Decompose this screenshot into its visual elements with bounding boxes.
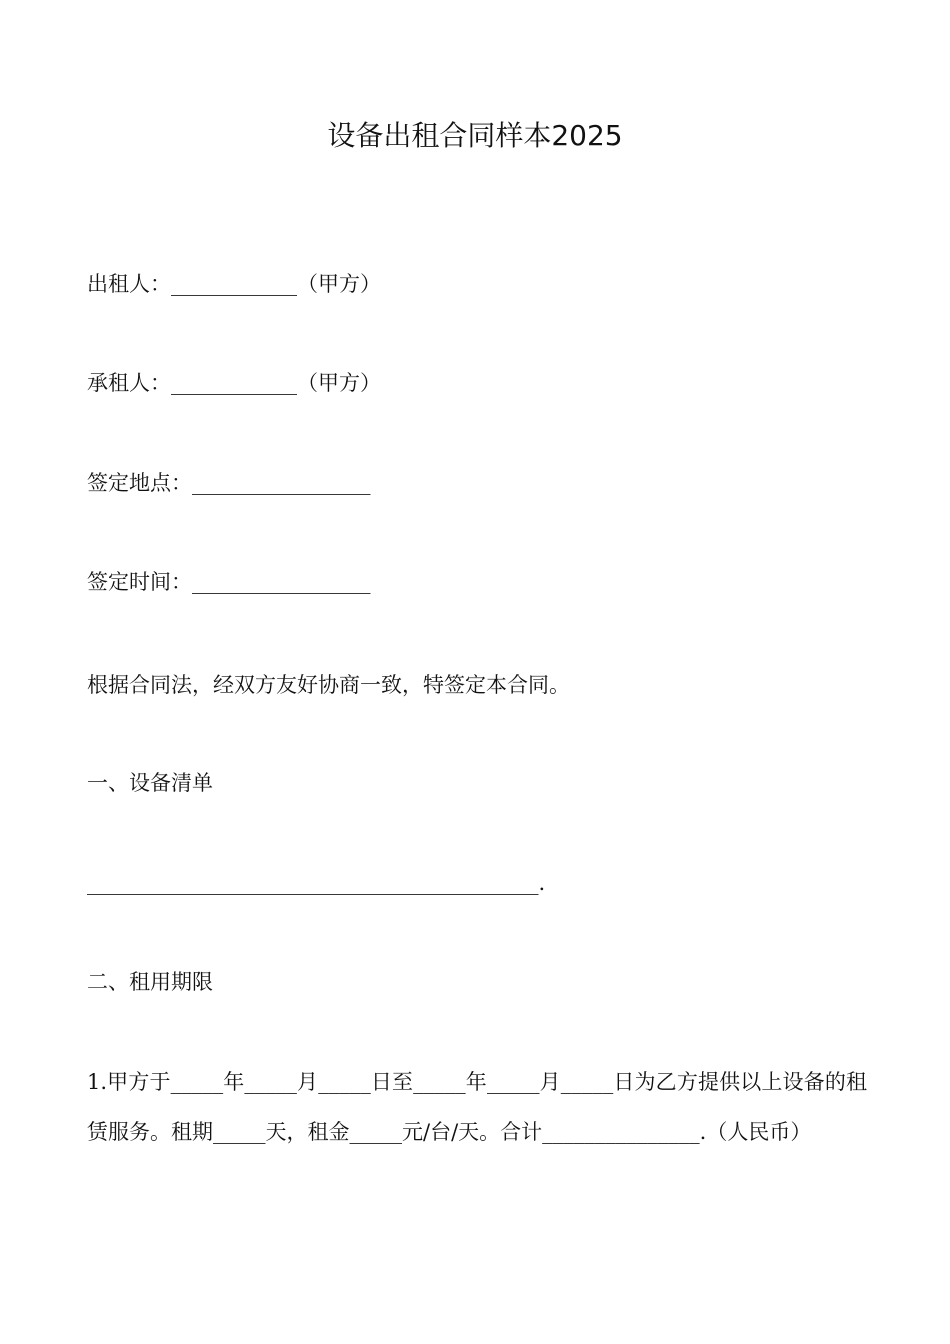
section-2-heading: 二、租用期限 xyxy=(87,970,213,994)
document-title: 设备出租合同样本2025 xyxy=(327,119,623,152)
lessee-line: 承租人：____________（甲方） xyxy=(87,371,381,395)
sign-time-line: 签定时间：_________________ xyxy=(87,570,371,594)
equipment-list-blank: ___________________________________________. xyxy=(87,871,546,895)
section-2-item-1: 1.甲方于_____年_____月_____日至_____年_____月_____日为乙方提供以上设备的租赁服务。租期_____天，租金_____元/台/天。合计_______________.（人民币） xyxy=(87,1070,867,1144)
intro-paragraph: 根据合同法，经双方友好协商一致，特签定本合同。 xyxy=(87,673,570,697)
sign-place-line: 签定地点：_________________ xyxy=(87,471,371,495)
section-1-heading: 一、设备清单 xyxy=(87,771,213,795)
lessor-line: 出租人：____________（甲方） xyxy=(87,272,381,296)
